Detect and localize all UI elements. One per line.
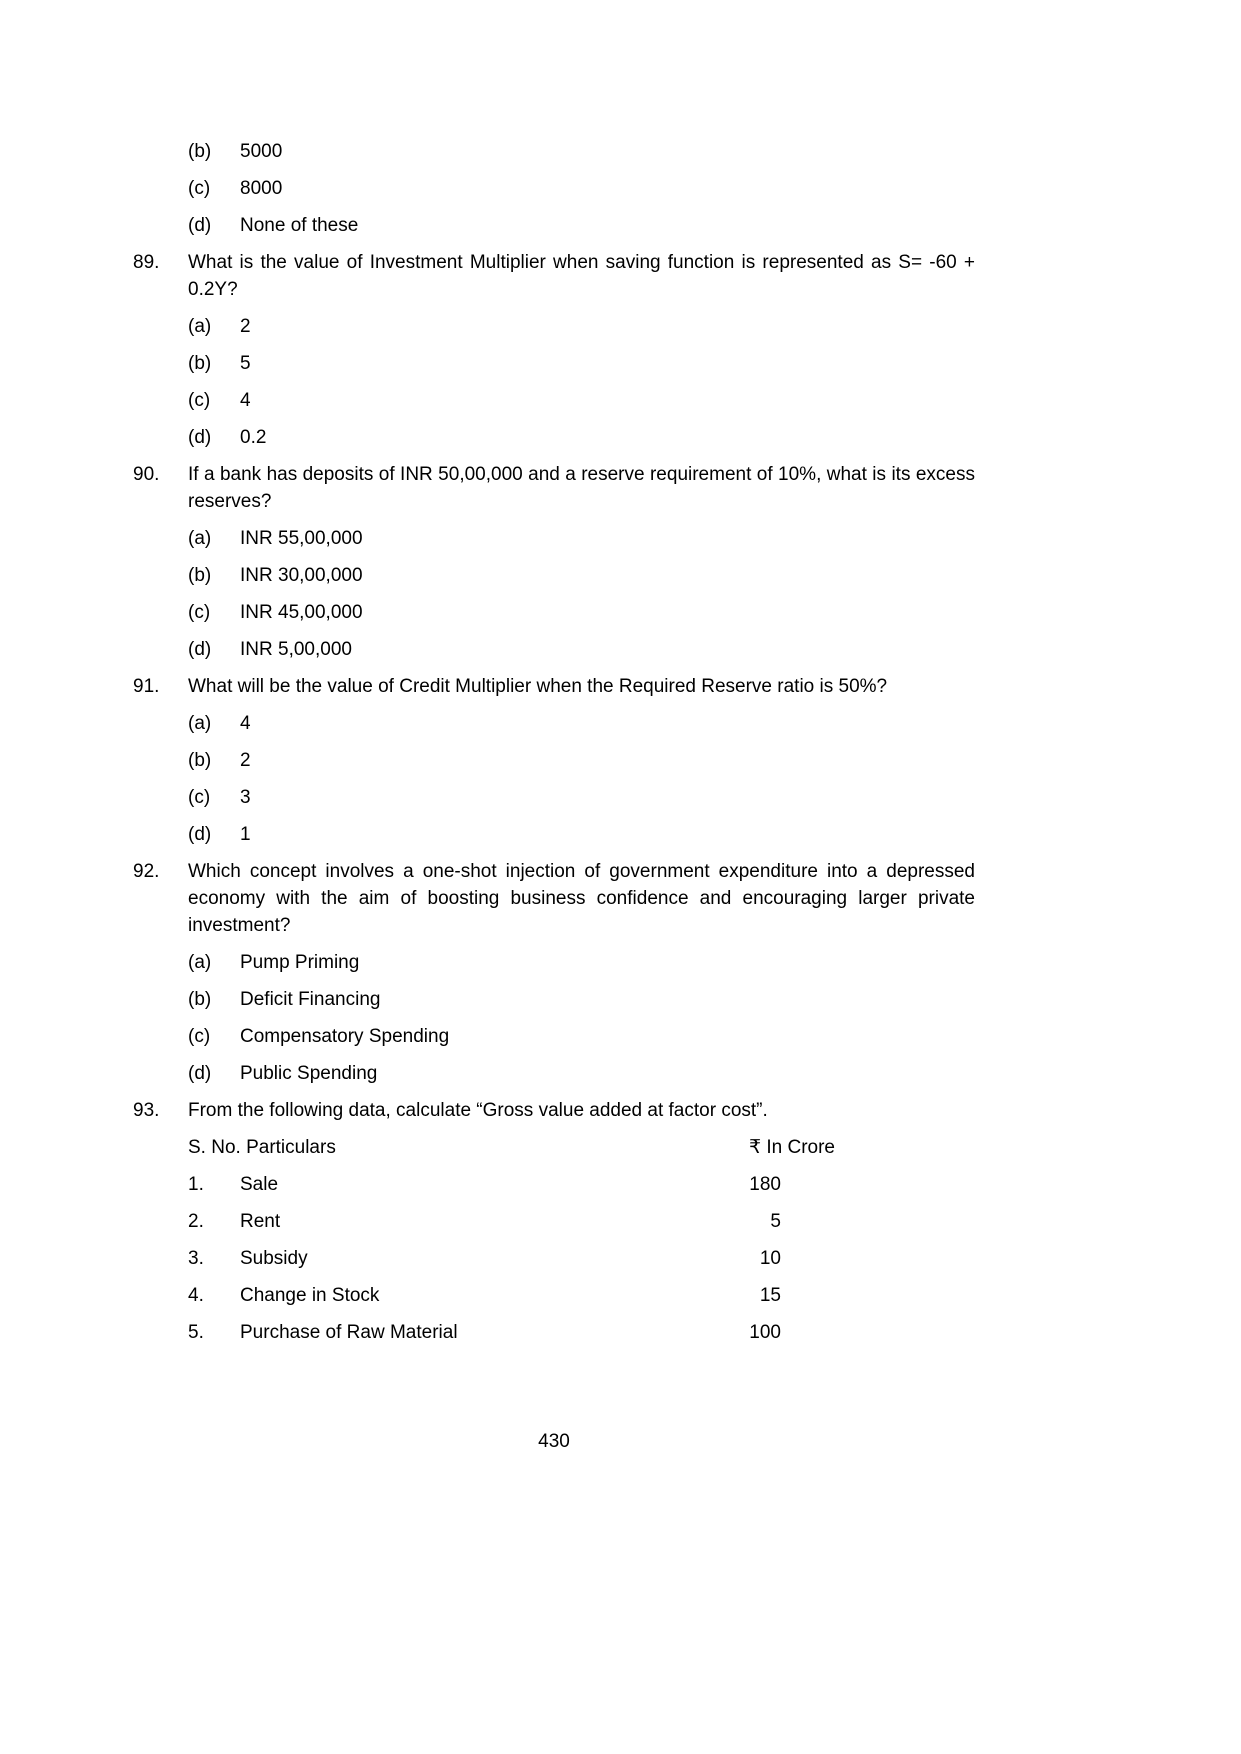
option-text: INR 30,00,000 bbox=[240, 565, 363, 586]
option-letter: (d) bbox=[188, 215, 212, 236]
serial-cell: 5. bbox=[188, 1322, 204, 1343]
option-text: 2 bbox=[240, 316, 251, 337]
question-text: From the following data, calculate “Gross value added at factor cost”. bbox=[188, 1100, 768, 1121]
option-row bbox=[188, 424, 975, 451]
option-letter: (c) bbox=[188, 602, 211, 623]
option-text: 4 bbox=[240, 390, 251, 411]
question-text: Which concept involves a one-shot injection of government expenditure into a depressed economy with the aim of boosting business confidence and encouraging larger private investment? bbox=[188, 861, 975, 936]
option-row bbox=[188, 784, 975, 811]
option-text: 4 bbox=[240, 713, 251, 734]
table-row bbox=[188, 1245, 835, 1272]
option-text: 3 bbox=[240, 787, 251, 808]
value-cell: 10 bbox=[759, 1248, 781, 1269]
option-row bbox=[188, 350, 975, 377]
option-row bbox=[188, 1023, 975, 1050]
option-text: 2 bbox=[240, 750, 251, 771]
option-row bbox=[188, 175, 975, 202]
page-number: 430 bbox=[538, 1431, 570, 1452]
table-header-right: ₹ In Crore bbox=[748, 1137, 835, 1158]
value-cell: 180 bbox=[749, 1174, 781, 1195]
table-row bbox=[188, 1282, 835, 1309]
option-row bbox=[188, 747, 975, 774]
question-text: If a bank has deposits of INR 50,00,000 and a reserve requirement of 10%, what is its excess reserves? bbox=[188, 464, 975, 512]
option-text: 8000 bbox=[240, 178, 283, 199]
option-text: Public Spending bbox=[240, 1063, 378, 1084]
option-letter: (c) bbox=[188, 1026, 211, 1047]
value-cell: 15 bbox=[759, 1285, 781, 1306]
particulars-cell: Change in Stock bbox=[240, 1285, 380, 1306]
option-letter: (a) bbox=[188, 952, 212, 973]
option-letter: (c) bbox=[188, 390, 211, 411]
question-block bbox=[133, 673, 975, 848]
serial-cell: 3. bbox=[188, 1248, 204, 1269]
question-head bbox=[133, 858, 975, 939]
serial-cell: 4. bbox=[188, 1285, 204, 1306]
option-row bbox=[188, 212, 975, 239]
serial-cell: 2. bbox=[188, 1211, 204, 1232]
question-head bbox=[133, 1097, 975, 1124]
option-letter: (b) bbox=[188, 565, 212, 586]
option-row bbox=[188, 525, 975, 552]
option-letter: (d) bbox=[188, 824, 212, 845]
option-letter: (c) bbox=[188, 178, 211, 199]
question-block bbox=[133, 1097, 975, 1346]
question-number: 93. bbox=[133, 1100, 160, 1121]
serial-cell: 1. bbox=[188, 1174, 204, 1195]
option-text: Deficit Financing bbox=[240, 989, 381, 1010]
option-letter: (d) bbox=[188, 1063, 212, 1084]
question-block bbox=[133, 461, 975, 663]
value-cell: 100 bbox=[749, 1322, 781, 1343]
option-row bbox=[188, 821, 975, 848]
option-text: 5 bbox=[240, 353, 251, 374]
option-letter: (b) bbox=[188, 989, 212, 1010]
option-letter: (b) bbox=[188, 750, 212, 771]
option-row bbox=[188, 986, 975, 1013]
option-row bbox=[188, 138, 975, 165]
question-number: 89. bbox=[133, 252, 160, 273]
option-letter: (b) bbox=[188, 353, 212, 374]
option-text: 1 bbox=[240, 824, 251, 845]
question-text: What will be the value of Credit Multiplier when the Required Reserve ratio is 50%? bbox=[188, 676, 888, 697]
option-row bbox=[188, 710, 975, 737]
option-letter: (b) bbox=[188, 141, 212, 162]
question-block bbox=[133, 858, 975, 1087]
option-letter: (c) bbox=[188, 787, 211, 808]
question-text: What is the value of Investment Multiplier when saving function is represented as S= -60 + 0.2Y? bbox=[188, 252, 975, 300]
particulars-cell: Rent bbox=[240, 1211, 281, 1232]
option-text: INR 5,00,000 bbox=[240, 639, 352, 660]
table-row bbox=[188, 1171, 835, 1198]
table-header-left: S. No. Particulars bbox=[188, 1137, 336, 1158]
option-row bbox=[188, 636, 975, 663]
option-text: Compensatory Spending bbox=[240, 1026, 450, 1047]
option-text: INR 55,00,000 bbox=[240, 528, 363, 549]
option-text: INR 45,00,000 bbox=[240, 602, 363, 623]
question-number: 92. bbox=[133, 861, 160, 882]
option-text: 0.2 bbox=[240, 427, 267, 448]
leading-options-group bbox=[133, 138, 975, 239]
option-letter: (a) bbox=[188, 528, 212, 549]
option-text: Pump Priming bbox=[240, 952, 360, 973]
question-head bbox=[133, 673, 975, 700]
table-header-row bbox=[188, 1134, 835, 1161]
particulars-cell: Purchase of Raw Material bbox=[240, 1322, 458, 1343]
option-row bbox=[188, 387, 975, 414]
option-text: None of these bbox=[240, 215, 359, 236]
option-row bbox=[188, 1060, 975, 1087]
question-head bbox=[133, 249, 975, 303]
option-letter: (d) bbox=[188, 639, 212, 660]
question-number: 90. bbox=[133, 464, 160, 485]
option-text: 5000 bbox=[240, 141, 283, 162]
option-letter: (d) bbox=[188, 427, 212, 448]
question-head bbox=[133, 461, 975, 515]
option-letter: (a) bbox=[188, 713, 212, 734]
option-row bbox=[188, 599, 975, 626]
data-table bbox=[188, 1134, 835, 1346]
question-block bbox=[133, 249, 975, 451]
value-cell: 5 bbox=[770, 1211, 781, 1232]
particulars-cell: Subsidy bbox=[240, 1248, 308, 1269]
option-letter: (a) bbox=[188, 316, 212, 337]
table-row bbox=[188, 1319, 835, 1346]
particulars-cell: Sale bbox=[240, 1174, 279, 1195]
option-row bbox=[188, 313, 975, 340]
option-row bbox=[188, 562, 975, 589]
question-number: 91. bbox=[133, 676, 160, 697]
table-row bbox=[188, 1208, 835, 1235]
page-footer bbox=[133, 1428, 975, 1455]
option-row bbox=[188, 949, 975, 976]
